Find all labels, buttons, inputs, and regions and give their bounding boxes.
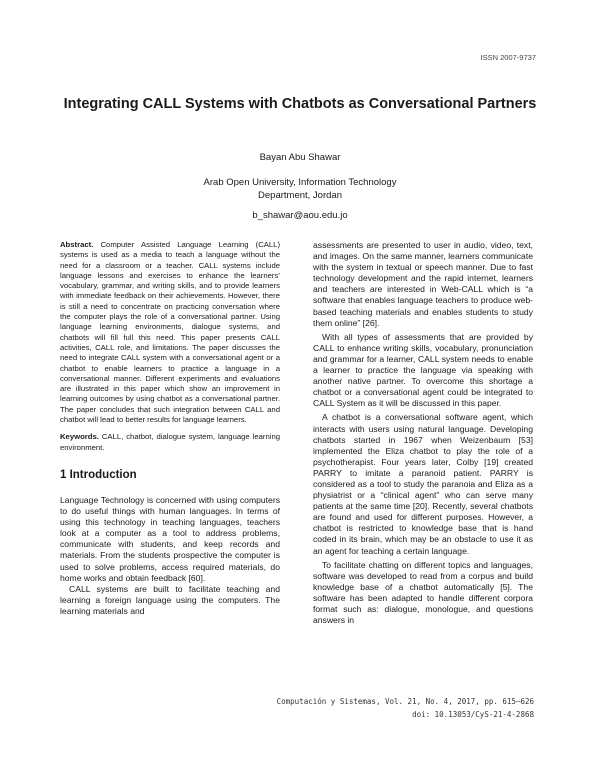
keywords-text: CALL, chatbot, dialogue system, language learning environment. <box>60 432 281 452</box>
intro-paragraph-2: CALL systems are built to facilitate teaching and learning a foreign language using the computers. The learning materials and <box>60 583 280 616</box>
right-column <box>313 240 533 629</box>
right-paragraph-1: assessments are presented to user in audio, video, text, and images. On the same manner, learners communicate with the system in textual or speech manner. Due to fast technology development and the rapid internet, learners and teachers are interested in Web-CALL which is “a software that enables language teachers to produce web-based teaching materials and enables students to study them online” [26]. <box>313 240 533 328</box>
abstract-text: Computer Assisted Language Learning (CALL) systems is used as a media to teach a language without the need for a classroom or a teacher. CALL systems include language lessons and exercises to enhance the learners’ vocabulary, grammar, and writing skills, and to provide learners with immediate feedback on their achievements. However, there is still a need to concentrate on practicing conversation where the computer plays the role of a conversational partner. Using language learning environments, dialogue systems, and chatbots will fill full this need. This paper presents CALL activities, CALL role, and limitations. The paper discusses the need to integrate CALL system with a conversational agent or a chatbot to enable learners to practice a language in a conversational manner. Different experiments and evaluations are illustrated in this paper which show an improvement in learning outcomes by using chatbot as a conversational partner. The paper concludes that such integration between CALL and chatbot will lead to better results for language learners. <box>60 240 280 425</box>
journal-citation: Computación y Sistemas, Vol. 21, No. 4, 2017, pp. 615–626 <box>276 697 534 706</box>
issn-label: ISSN 2007-9737 <box>480 53 536 62</box>
paper-title: Integrating CALL Systems with Chatbots as Conversational Partners <box>63 96 537 112</box>
author-email: b_shawar@aou.edu.jo <box>252 210 348 221</box>
abstract <box>60 240 280 425</box>
intro-paragraph-1: Language Technology is concerned with using computers to do useful things with human languages. In terms of using this technology in teaching languages, teachers look at a computer as a tool to address problems, communicate with students, and keep records and materials. From the students prospective the computer is used to solve problems, access required materials, do home works and obtain feedback [60]. <box>60 494 280 583</box>
author-affiliation: Arab Open University, Information Technology Department, Jordan <box>203 177 397 201</box>
left-column <box>60 240 280 617</box>
right-paragraph-4: To facilitate chatting on different topics and languages, software was developed to read from a corpus and build knowledge base of a chatbot automatically [5]. The software has been adapted to handle different corpora format such as: dialogue, monologue, and questions answers in <box>313 559 533 626</box>
keywords <box>60 432 280 453</box>
doi-label: doi: 10.13053/CyS-21-4-2868 <box>412 710 534 719</box>
keywords-label: Keywords. <box>60 432 99 442</box>
section-heading-introduction: 1 Introduction <box>60 468 137 481</box>
author-name: Bayan Abu Shawar <box>259 152 341 163</box>
right-paragraph-3: A chatbot is a conversational software agent, which interacts with users using natural language. Developing chatbots started in 1967 when Weizenbaum [53] implemented the Eliza chatbot to play the role of a psychotherapist. Four years later, Colby [19] created PARRY to imitate a paranoid patient. PARRY is considered as a tool to study the paranoia and Eliza as a physiatrist or a “clinical agent” who can serve many patients at the same time [20]. Recently, several chatbots are found and used for different purposes. However, a chatbot is restricted to knowledge base that is hand coded in its brain, which may be an obstacle to use it as an agent for teaching a certain language. <box>313 412 533 556</box>
abstract-label: Abstract. <box>60 240 94 249</box>
right-paragraph-2: With all types of assessments that are provided by CALL to enhance writing skills, vocabulary, pronunciation and grammar for a learner, CALL system needs to enable a learner to practice the language via speaking with another native partner. To overcome this shortage a chatbot or a conversational agent could be integrated to CALL System as it will be discussed in this paper. <box>313 331 533 409</box>
